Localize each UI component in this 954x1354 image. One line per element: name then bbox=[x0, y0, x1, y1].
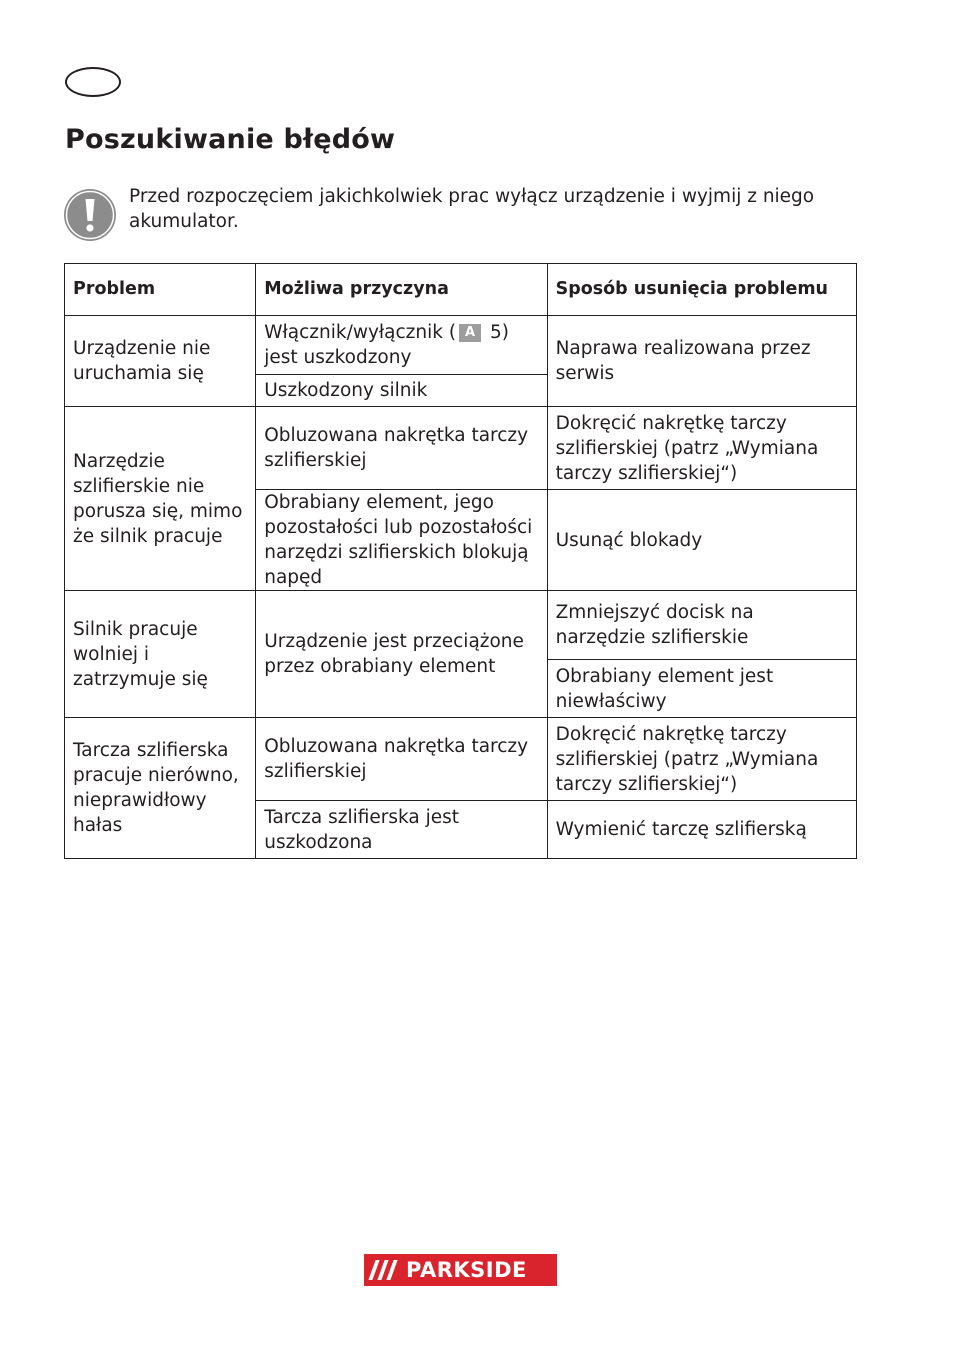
problem-cell: Silnik pracuje wolniej i zatrzymuje się bbox=[65, 591, 256, 718]
logo-slashes-icon bbox=[364, 1260, 406, 1280]
solution-cell: Zmniejszyć docisk na narzędzie szlifierskie bbox=[547, 591, 856, 660]
column-header-cause: Możliwa przyczyna bbox=[256, 264, 547, 316]
solution-cell: Wymienić tarczę szlifierską bbox=[547, 801, 856, 859]
figure-reference-badge: A bbox=[459, 324, 481, 342]
warning-text: Przed rozpoczęciem jakichkolwiek prac wyłącz urządzenie i wyjmij z niego akumulator. bbox=[129, 186, 815, 232]
cause-cell: Obluzowana nakrętka tarczy szlifierskiej bbox=[256, 718, 547, 801]
parkside-logo bbox=[364, 1254, 557, 1286]
column-header-solution: Sposób usunięcia problemu bbox=[547, 264, 856, 316]
table-row bbox=[65, 316, 857, 375]
cause-cell: Urządzenie jest przeciążone przez obrabiany element bbox=[256, 591, 547, 718]
language-marker-oval bbox=[65, 67, 121, 97]
troubleshooting-table bbox=[64, 263, 857, 859]
cause-cell: Tarcza szlifierska jest uszkodzona bbox=[256, 801, 547, 859]
solution-cell: Dokręcić nakrętkę tarczy szlifierskiej (patrz „Wymiana tarczy szlifierskiej“) bbox=[547, 718, 856, 801]
logo-text: PARKSIDE bbox=[406, 1258, 527, 1282]
solution-cell: Dokręcić nakrętkę tarczy szlifierskiej (patrz „Wymiana tarczy szlifierskiej“) bbox=[547, 407, 856, 490]
exclamation-icon bbox=[63, 188, 117, 242]
solution-cell: Naprawa realizowana przez serwis bbox=[547, 316, 856, 407]
column-header-problem: Problem bbox=[65, 264, 256, 316]
problem-cell: Urządzenie nie uruchamia się bbox=[65, 316, 256, 407]
problem-cell: Tarcza szlifierska pracuje nierówno, nieprawidłowy hałas bbox=[65, 718, 256, 859]
cause-cell: Obluzowana nakrętka tarczy szlifierskiej bbox=[256, 407, 547, 490]
cause-cell: Uszkodzony silnik bbox=[256, 375, 547, 407]
cause-cell bbox=[256, 316, 547, 375]
page-title: Poszukiwanie błędów bbox=[65, 124, 396, 155]
table-row bbox=[65, 407, 857, 490]
solution-cell: Usunąć blokady bbox=[547, 490, 856, 591]
solution-cell: Obrabiany element jest niewłaściwy bbox=[547, 660, 856, 718]
table-header-row bbox=[65, 264, 857, 316]
problem-cell: Narzędzie szlifierskie nie porusza się, mimo że silnik pracuje bbox=[65, 407, 256, 591]
cause-text: Włącznik/wyłącznik ( bbox=[264, 322, 457, 343]
cause-text: 5) jest uszkodzony bbox=[264, 322, 509, 368]
table-row bbox=[65, 591, 857, 660]
cause-cell: Obrabiany element, jego pozostałości lub pozostałości narzędzi szlifierskich blokują napęd bbox=[256, 490, 547, 591]
table-row bbox=[65, 718, 857, 801]
